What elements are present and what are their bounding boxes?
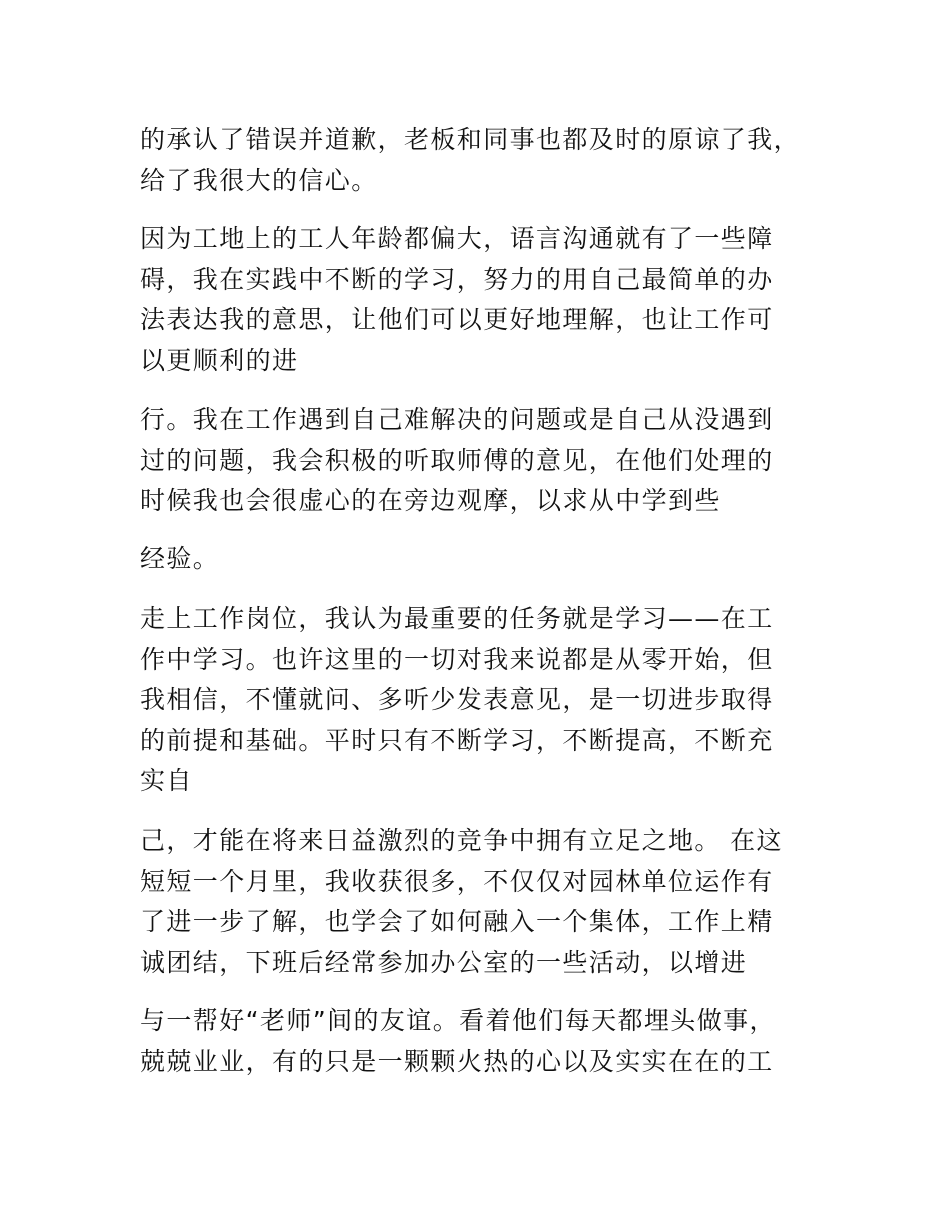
- text-line: 我相信，不懂就问、多听少发表意见，是一切进步取得: [140, 685, 774, 714]
- paragraph-5: [140, 599, 820, 802]
- text-line: 行。我在工作遇到自己难解决的问题或是自己从没遇到: [140, 405, 774, 434]
- text-line: 短短一个月里，我收获很多，不仅仅对园林单位运作有: [140, 866, 774, 896]
- text-line: 兢兢业业，有的只是一颗颗火热的心以及实实在在的工: [140, 1046, 774, 1076]
- text-line: 的承认了错误并道歉，老板和同事也都及时的原谅了我，: [140, 125, 801, 154]
- text-line: 时候我也会很虚心的在旁边观摩，以求从中学到些: [140, 486, 721, 515]
- text-line: 与一帮好“老师”间的友谊。看着他们每天都埋头做事，: [140, 1006, 776, 1035]
- text-line: 因为工地上的工人年龄都偏大，语言沟通就有了一些障: [140, 224, 774, 253]
- text-line: 法表达我的意思，让他们可以更好地理解，也让工作可: [140, 305, 774, 334]
- text-line: 的前提和基础。平时只有不断学习，不断提高，不断充: [140, 725, 774, 755]
- paragraph-7: [140, 1001, 820, 1082]
- text-line: 给了我很大的信心。: [140, 165, 378, 195]
- text-line: 过的问题，我会积极的听取师傅的意见，在他们处理的: [140, 445, 774, 475]
- paragraph-1: [140, 120, 820, 201]
- text-line: 以更顺利的进: [140, 345, 299, 375]
- text-line: 了进一步了解，也学会了如何融入一个集体，工作上精: [140, 907, 774, 936]
- paragraph-4: [140, 539, 820, 580]
- paragraph-2: [140, 219, 820, 381]
- text-line: 诚团结，下班后经常参加办公室的一些活动，以增进: [140, 947, 748, 977]
- paragraph-3: [140, 400, 820, 522]
- text-line: 经验。: [140, 544, 220, 573]
- paragraph-6: [140, 821, 820, 983]
- text-line: 作中学习。也许这里的一切对我来说都是从零开始，但: [140, 644, 774, 674]
- text-line: 走上工作岗位，我认为最重要的任务就是学习——在工: [140, 604, 774, 633]
- text-line: 实自: [140, 766, 193, 795]
- text-line: 己，才能在将来日益激烈的竞争中拥有立足之地。 在这: [140, 826, 783, 855]
- text-line: 碍，我在实践中不断的学习，努力的用自己最简单的办: [140, 264, 774, 294]
